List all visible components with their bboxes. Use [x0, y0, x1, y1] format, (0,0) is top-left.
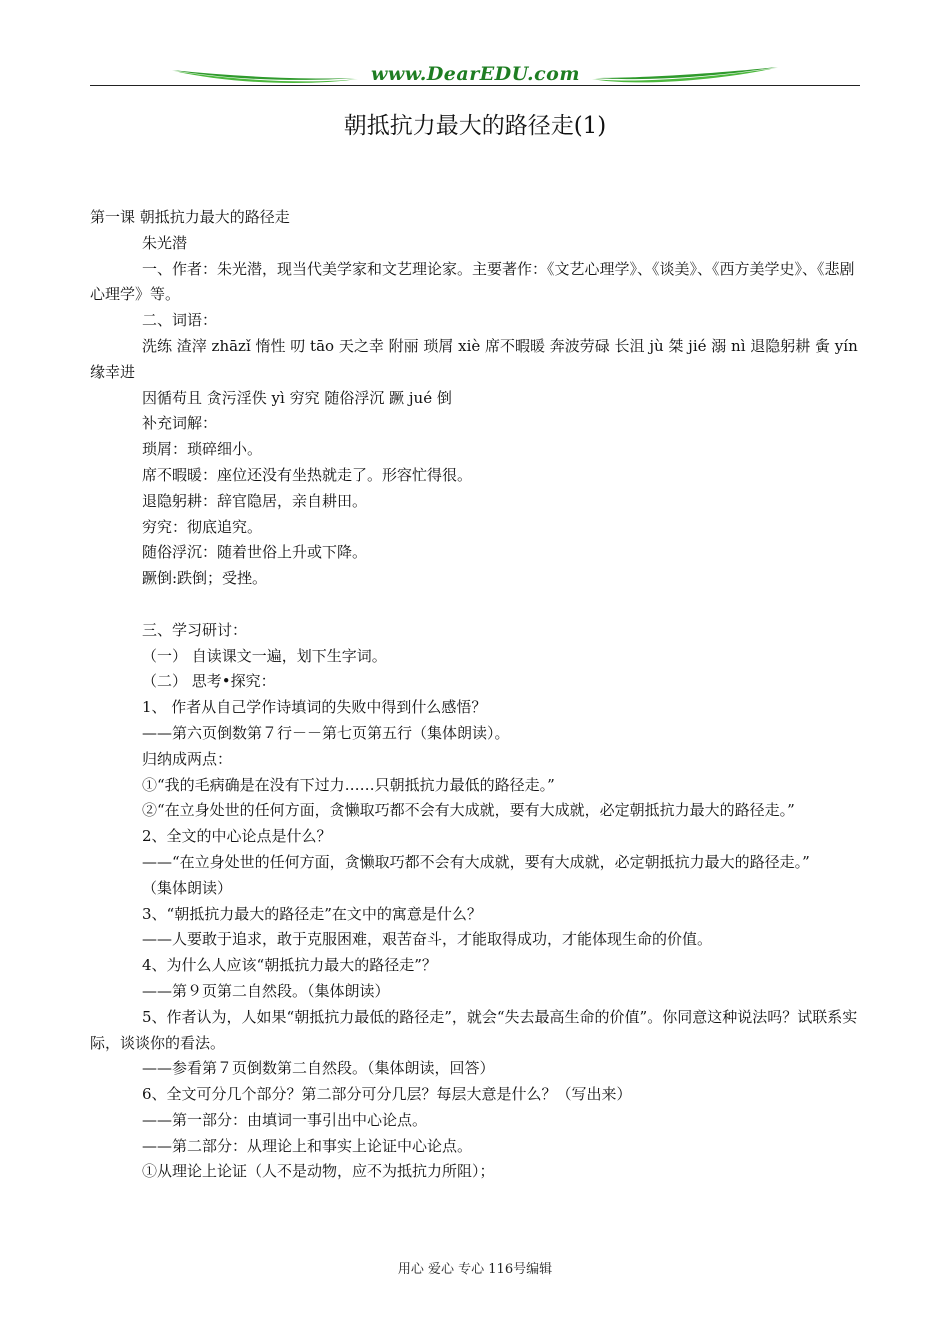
text-line: ——第六页倒数第７行－－第七页第五行（集体朗读）。: [142, 723, 510, 742]
header-logo: [170, 62, 780, 86]
text-line: ——参看第７页倒数第二自然段。（集体朗读，回答）: [142, 1059, 495, 1078]
header-rule: [90, 85, 860, 86]
logo-text: www.DearEDU.com: [371, 63, 580, 85]
text-line: 第一课 朝抵抗力最大的路径走: [90, 208, 290, 226]
text-line: 退隐躬耕：辞官隐居，亲自耕田。: [142, 491, 368, 510]
text-line: 琐屑：琐碎细小。: [142, 440, 263, 459]
text-line: 归纳成两点：: [142, 749, 233, 768]
text-line: 3、“朝抵抗力最大的路径走”在文中的寓意是什么？: [142, 904, 482, 923]
text-line: 5、作者认为，人如果“朝抵抗力最低的路径走”，就会“失去最高生命的价值”。你同意这种说法吗？试联系实际，谈谈你的看法。: [90, 1007, 858, 1052]
text-line: 穷究：彻底追究。: [142, 517, 263, 536]
text-line: [90, 592, 862, 618]
text-line: 补充词解：: [142, 414, 218, 433]
text-line: 洗练 渣滓 zhāzǐ 惰性 叨 tāo 天之幸 附丽 琐屑 xiè 席不暇暖 奔波劳碌 长沮 jù 桀 jié 溺 nì 退隐躬耕 夤 yín 缘幸进: [90, 336, 858, 381]
text-line: （二） 思考•探究：: [142, 672, 276, 691]
text-line: （一） 自读课文一遍，划下生字词。: [142, 646, 387, 665]
text-line: 朱光潜: [142, 233, 188, 252]
text-line: ①“我的毛病确是在没有下过力……只朝抵抗力最低的路径走。”: [142, 775, 555, 794]
text-line: ①从理论上论证（人不是动物，应不为抵抗力所阻）；: [142, 1162, 495, 1181]
text-line: 1、 作者从自己学作诗填词的失败中得到什么感悟？: [142, 698, 487, 717]
text-line: 席不暇暖：座位还没有坐热就走了。形容忙得很。: [142, 465, 473, 484]
text-line: （集体朗读）: [142, 878, 233, 897]
page-footer: 用心 爱心 专心 116号编辑: [397, 1262, 553, 1277]
text-line: ——第一部分：由填词一事引出中心论点。: [142, 1110, 428, 1129]
text-line: 蹶倒:跌倒；受挫。: [142, 569, 268, 588]
text-line: 2、全文的中心论点是什么？: [142, 827, 332, 846]
text-line: 三、学习研讨：: [142, 620, 248, 639]
text-line: ——“在立身处世的任何方面，贪懒取巧都不会有大成就，要有大成就，必定朝抵抗力最大的路径走。”: [142, 852, 810, 871]
text-line: ——人要敢于追求，敢于克服困难，艰苦奋斗，才能取得成功，才能体现生命的价值。: [142, 930, 713, 949]
text-line: 4、为什么人应该“朝抵抗力最大的路径走”？: [142, 956, 437, 975]
text-line: 一、作者：朱光潜，现当代美学家和文艺理论家。主要著作：《文艺心理学》、《谈美》、《西方美学史》、《悲剧心理学》等。: [90, 259, 855, 304]
text-line: ②“在立身处世的任何方面，贪懒取巧都不会有大成就，要有大成就，必定朝抵抗力最大的路径走。”: [142, 801, 795, 820]
text-line: ——第二部分：从理论上和事实上论证中心论点。: [142, 1136, 473, 1155]
text-line: 因循苟且 贪污淫佚 yì 穷究 随俗浮沉 蹶 jué 倒: [142, 388, 452, 407]
text-line: ——第９页第二自然段。（集体朗读）: [142, 981, 390, 1000]
page-title: 朝抵抗力最大的路径走(1): [343, 113, 607, 139]
text-line: 二、词语：: [142, 311, 218, 330]
text-line: 随俗浮沉：随着世俗上升或下降。: [142, 543, 368, 562]
document-body: [90, 205, 862, 1185]
text-line: 6、全文可分几个部分？第二部分可分几层？每层大意是什么？（写出来）: [142, 1085, 632, 1104]
